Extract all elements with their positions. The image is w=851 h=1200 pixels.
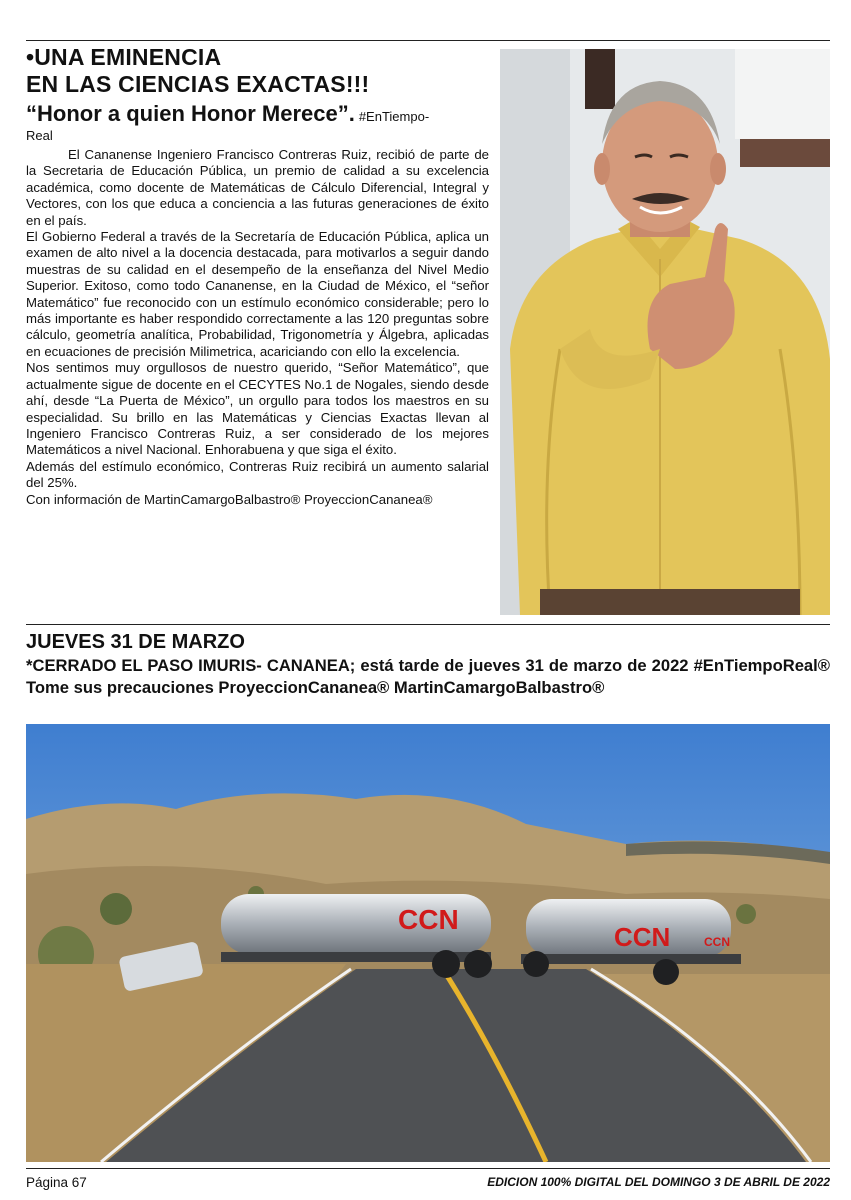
section-date-title: JUEVES 31 DE MARZO <box>26 631 245 653</box>
paragraph-3: Nos sentimos muy orgullosos de nuestro querido, “Señor Matemático”, que actualmente sigue de docente en el CECYTES No.1 de Nogales, siendo desde ahí, desde “La Puerta de México”, un orgullo para todos los maestros en su especialidad. Su brillo en las Matemáticas y Ciencias Exactas llevan al Ingeniero Francisco Contreras Ruiz, a ser considerado de los mejores Matemáticos a nivel Nacional. Enhorabuena y que siga el éxito. <box>26 360 489 458</box>
edition-label: EDICION 100% DIGITAL DEL DOMINGO 3 DE ABRIL DE 2022 <box>487 1175 830 1189</box>
subhead-line <box>26 103 489 143</box>
article-body <box>26 147 489 508</box>
paragraph-2: El Gobierno Federal a través de la Secretaría de Educación Pública, aplica un examen de alto nivel a la docencia destacada, para motivarlos a seguir dando muestras de su calidad en el desempeño de la enseñanza del Nivel Medio Superior. Exitoso, como todo Cananense, en la Ciudad de México, el “señor Matemático” fue reconocido con un estímulo económico considerable; pero lo más importante es haber respondido correctamente a las 120 preguntas sobre cálculo, geometría analítica, Probabilidad, Trigonometría y Álgebra, aplicadas en ecuaciones de precisión Milimetrica, acariciando con ello la excelencia. <box>26 229 489 359</box>
paragraph-4: Además del estímulo económico, Contreras Ruiz recibirá un aumento salarial del 25%. <box>26 458 489 491</box>
truck-logo-1: CCN <box>398 904 459 935</box>
article-eminencia <box>26 44 489 508</box>
section-divider <box>26 624 830 625</box>
truck-logo-2: CCN <box>614 922 671 952</box>
portrait-illustration <box>500 49 830 615</box>
page-number: Página 67 <box>26 1175 87 1190</box>
hashtag-part2: Real <box>26 128 53 143</box>
paragraph-1: El Cananense Ingeniero Francisco Contreras Ruiz, recibió de parte de la Secretaria de Educación Pública, un premio de calidad a su excelencia académica, como docente de Matemáticas de Cálculo Diferencial, Integral y Vectores, con los que educa a conciencia a las futuras generaciones de éxito en el país. <box>26 147 489 228</box>
bottom-rule <box>26 1168 830 1169</box>
headline-line1: •UNA EMINENCIA <box>26 44 222 70</box>
paragraph-5: Con información de MartinCamargoBalbastro® ProyeccionCananea® <box>26 491 433 507</box>
portrait-photo <box>500 49 830 615</box>
hashtag-part1: #EnTiempo- <box>358 109 430 124</box>
headline <box>26 44 489 98</box>
section-notice: *CERRADO EL PASO IMURIS- CANANEA; está tarde de jueves 31 de marzo de 2022 #EnTiempoReal® Tome sus precauciones ProyeccionCananea® MartinCamargoBalbastro® <box>26 656 830 697</box>
subhead: “Honor a quien Honor Merece”. <box>26 101 355 126</box>
top-rule <box>26 40 830 41</box>
headline-line2: EN LAS CIENCIAS EXACTAS!!! <box>26 71 370 97</box>
road-tanker-photo <box>26 724 830 1162</box>
truck-logo-3: CCN <box>704 935 730 949</box>
road-blockade-illustration <box>26 724 830 1162</box>
